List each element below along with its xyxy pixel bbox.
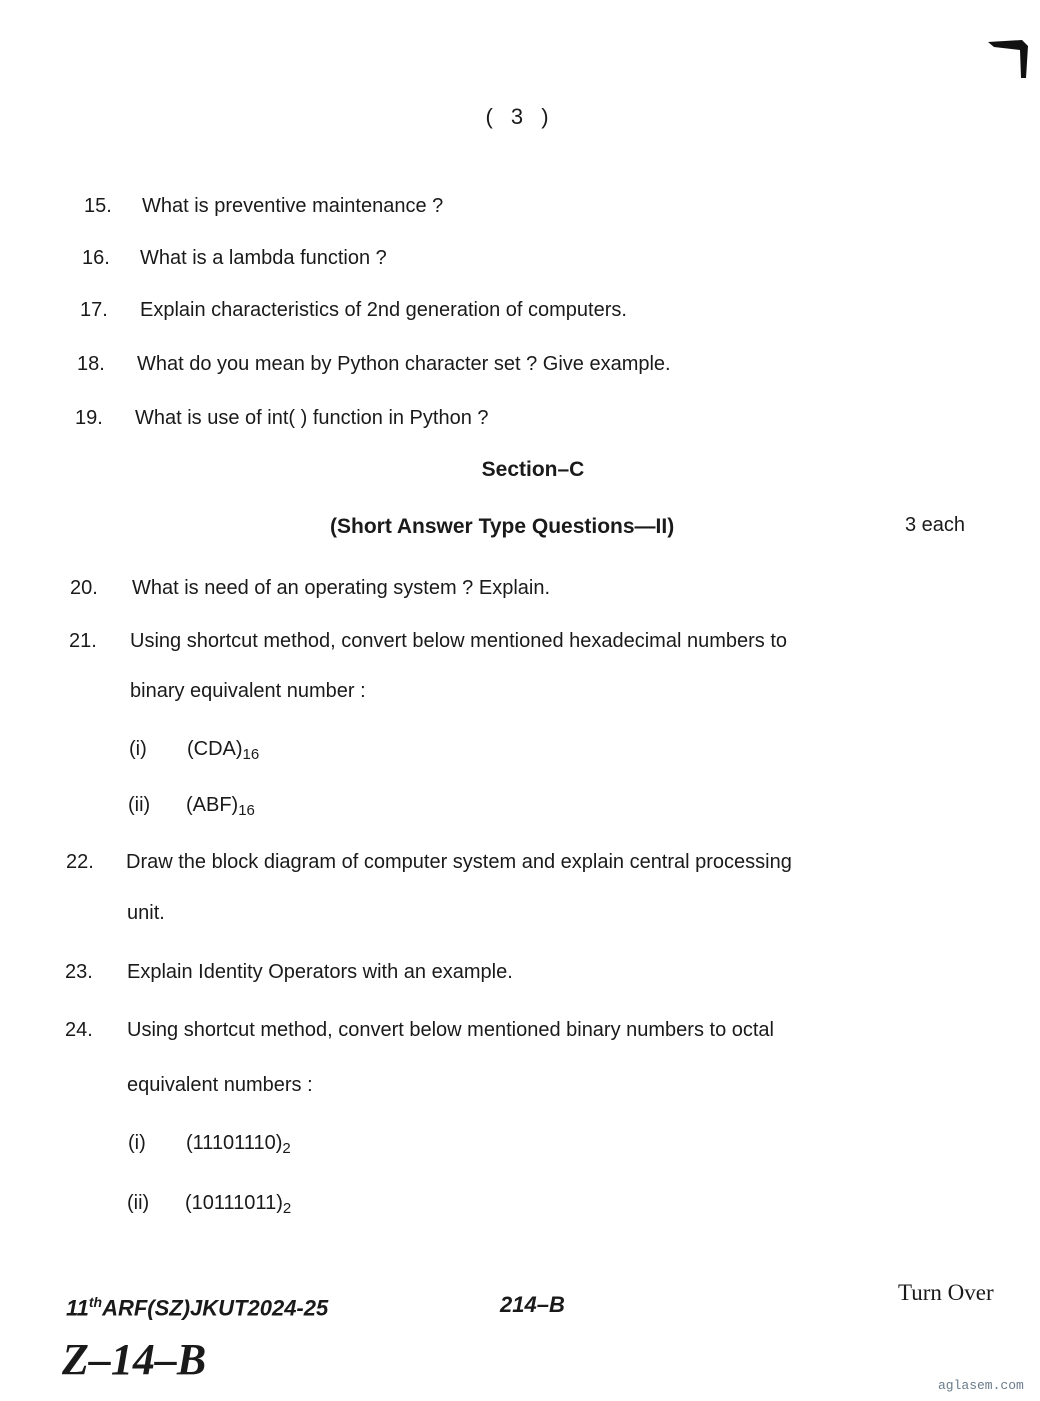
question-18 — [77, 352, 977, 378]
watermark: aglasem.com — [938, 1378, 1024, 1393]
question-text: What is need of an operating system ? Explain. — [132, 577, 551, 599]
question-text: What is a lambda function ? — [140, 247, 387, 269]
part-label: (ii) — [128, 794, 151, 816]
series-code: Z–14–B — [62, 1335, 207, 1384]
question-number: 18. — [77, 353, 105, 375]
question-text: What do you mean by Python character set ? Give example. — [137, 353, 671, 375]
question-22 — [66, 850, 976, 876]
question-number: 15. — [84, 195, 112, 217]
question-24 — [65, 1018, 975, 1044]
question-17 — [80, 298, 980, 324]
question-24-part-i — [128, 1132, 448, 1164]
part-label: (i) — [129, 738, 147, 760]
question-number: 20. — [70, 577, 98, 599]
question-number: 24. — [65, 1019, 93, 1041]
number-base: 2 — [282, 1140, 291, 1157]
number-base: 2 — [282, 1200, 292, 1217]
question-text: Draw the block diagram of computer system and explain central processing — [126, 851, 792, 873]
part-value: $(ABF)_{16}$ — [186, 794, 255, 819]
exam-code: 11thARF(SZ)JKUT2024-25 — [66, 1294, 329, 1321]
question-21-part-i — [129, 738, 429, 768]
question-number: 17. — [80, 299, 108, 321]
question-number: 19. — [75, 407, 103, 429]
page-corner-fold-mark — [988, 38, 1030, 80]
question-text: Using shortcut method, convert below mentioned hexadecimal numbers to — [130, 630, 788, 652]
turn-over-note: Turn Over — [898, 1280, 994, 1305]
question-22-continuation: unit. — [127, 902, 165, 924]
number-base: 16 — [242, 746, 260, 763]
question-number: 22. — [66, 851, 94, 873]
part-value: $(10111011)_2$ — [185, 1192, 292, 1217]
part-label: (ii) — [127, 1192, 150, 1214]
page-number: ( 3 ) — [485, 104, 555, 129]
section-subtitle: (Short Answer Type Questions—II) — [330, 515, 675, 538]
part-value: $(CDA)_{16}$ — [187, 738, 260, 763]
question-text: Using shortcut method, convert below mentioned binary numbers to octal — [127, 1019, 775, 1041]
question-number: 16. — [82, 247, 110, 269]
number-base: 16 — [238, 802, 255, 819]
question-text: Explain characteristics of 2nd generation of computers. — [140, 299, 627, 321]
question-24-continuation: equivalent numbers : — [127, 1074, 313, 1096]
section-title: Section–C — [481, 458, 585, 481]
question-23 — [65, 960, 965, 986]
question-16 — [82, 246, 982, 272]
question-number: 23. — [65, 961, 93, 983]
question-21-continuation: binary equivalent number : — [130, 680, 366, 702]
question-21 — [69, 629, 969, 655]
question-15 — [84, 194, 984, 220]
marks-per-question: 3 each — [905, 514, 966, 536]
ordinal-suffix: th — [88, 1294, 103, 1310]
part-value: $(11101110)_2$ — [186, 1132, 291, 1157]
part-label: (i) — [128, 1132, 146, 1154]
question-20 — [70, 576, 970, 602]
question-text: What is use of int( ) function in Python ? — [135, 407, 489, 429]
question-text: Explain Identity Operators with an example. — [127, 961, 513, 983]
question-19 — [75, 406, 975, 432]
question-24-part-ii — [127, 1192, 447, 1224]
question-21-part-ii — [128, 794, 428, 824]
paper-code: 214–B — [500, 1292, 565, 1317]
question-number: 21. — [69, 630, 97, 652]
question-text: What is preventive maintenance ? — [142, 195, 444, 217]
